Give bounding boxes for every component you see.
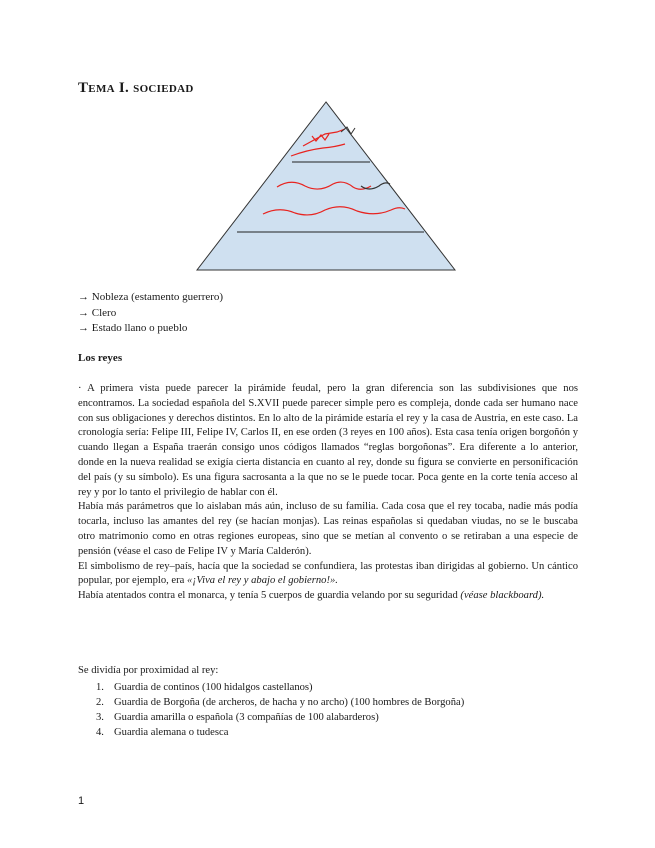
list-text: Guardia de Borgoña (de archeros, de hacha y no archo) (100 hombres de Borgoña) (114, 697, 465, 708)
legend-item-nobleza: → Nobleza (estamento guerrero) (78, 291, 224, 303)
blackboard-note: (véase blackboard). (460, 590, 545, 602)
paragraph-3-text: El simbolismo de rey–país, hacía que la sociedad se confundiera, las protestas iban dirigidas al gobierno. Un cántico popular, por ejemplo, era (78, 560, 578, 587)
pyramid-shape (197, 102, 455, 270)
legend-item-clero: → Clero (78, 306, 117, 319)
list-number: 3. (96, 712, 104, 723)
list-item (96, 710, 464, 725)
list-text: Guardia de continos (100 hidalgos castellanos) (114, 682, 313, 693)
paragraph-2: Había más parámetros que lo aislaban más aún, incluso de su familia. Cada cosa que el rey tocaba, nadie más podía tocarla, incluso las amantes del rey (se hacían monjas). Las reinas españolas si quedaban viudas, no se le buscaba otro matrimonio como en otras regiones europeas, sino que se metían al convento o se retiraban a una especie de pensión (véase el caso de Felipe IV y María Calderón). (78, 501, 578, 557)
guards-intro: Se dividía por proximidad al rey: (78, 665, 219, 676)
social-pyramid-diagram (195, 100, 457, 272)
list-item (96, 695, 464, 710)
list-number: 4. (96, 727, 104, 738)
list-text: Guardia alemana o tudesca (114, 727, 229, 738)
popular-chant-quote: «¡Viva el rey y abajo el gobierno!». (187, 575, 338, 587)
legend-item-pueblo: → Estado llano o pueblo (78, 322, 188, 334)
page-title: Tema I. sociedad (78, 80, 194, 96)
paragraph-1: · A primera vista puede parecer la pirámide feudal, pero la gran diferencia son las subdivisiones que nos encontramos. La sociedad española del S.XVII puede parecer simple pero es compleja, donde cada ser humano nace con sus obligaciones y derechos distintos. En lo alto de la pirámide estaría el rey y la casa de Austria, en este caso. La cronología sería: Felipe III, Felipe IV, Carlos II, en ese orden (3 reyes en 100 años). Esta casa tenía origen borgoñón y cuando llegan a España traerán consigo unos códigos llamados “reglas borgoñonas”. Era diferente a lo anterior, donde en la nueva realidad se exigía cierta distancia en cuanto al rey, donde su figura se convierte en personificación del país (y su símbolo). Es una figura sacrosanta a la que no se le puede tocar. Poca gente en la corte tenía acceso al rey y por lo tanto el privilegio de hablar con él. (78, 383, 579, 498)
list-item (96, 680, 464, 695)
section-title: Los reyes (78, 352, 123, 364)
list-item (96, 725, 464, 740)
list-number: 2. (96, 697, 104, 708)
paragraph-4 (78, 589, 578, 604)
guards-list (96, 680, 464, 740)
list-text: Guardia amarilla o española (3 compañías de 100 alabarderos) (114, 712, 379, 723)
paragraph-4-text: Había atentados contra el monarca, y tenía 5 cuerpos de guardia velando por su seguridad (78, 590, 461, 602)
pyramid-legend (78, 290, 223, 337)
paragraph-3 (78, 560, 578, 590)
body-text (78, 382, 578, 604)
page-number: 1 (78, 795, 85, 807)
list-number: 1. (96, 682, 104, 693)
